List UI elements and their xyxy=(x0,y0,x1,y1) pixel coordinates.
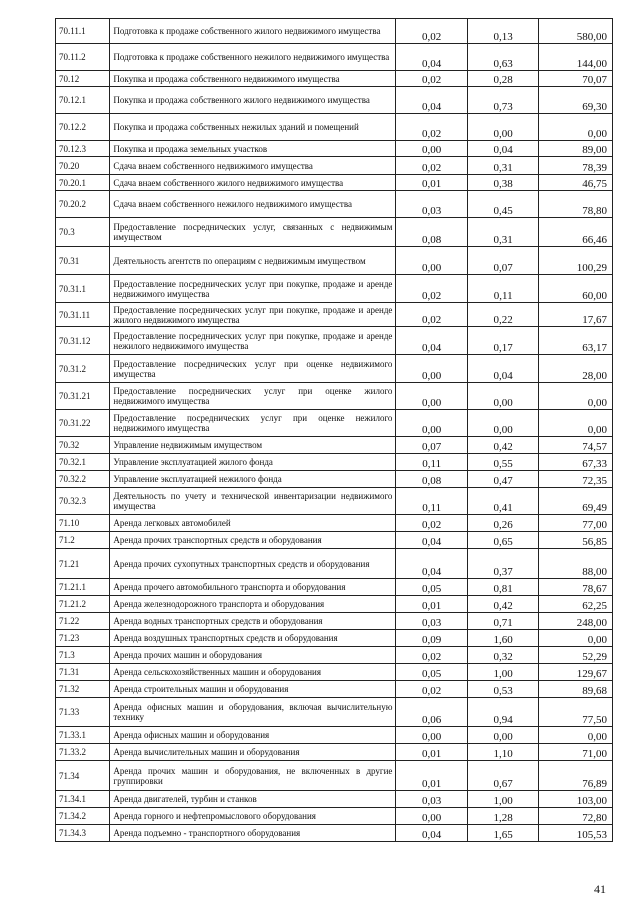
value-cell-1: 0,04 xyxy=(396,532,468,549)
value-cell-3: 71,00 xyxy=(539,744,613,761)
table-row xyxy=(56,471,613,488)
value-cell-2: 0,04 xyxy=(467,355,539,383)
value-cell-2: 0,42 xyxy=(467,437,539,454)
table-row xyxy=(56,532,613,549)
code-cell: 70.20 xyxy=(56,157,110,175)
code-cell: 71.21 xyxy=(56,549,110,579)
name-cell: Аренда прочих сухопутных транспортных средств и оборудования xyxy=(110,549,396,579)
value-cell-1: 0,11 xyxy=(396,454,468,471)
value-cell-2: 0,71 xyxy=(467,613,539,630)
table-row xyxy=(56,681,613,698)
code-cell: 70.11.1 xyxy=(56,19,110,44)
name-cell: Сдача внаем собственного жилого недвижимого имущества xyxy=(110,175,396,191)
value-cell-3: 580,00 xyxy=(539,19,613,44)
name-cell: Покупка и продажа собственного жилого недвижимого имущества xyxy=(110,87,396,114)
value-cell-1: 0,00 xyxy=(396,808,468,825)
name-cell: Управление эксплуатацией жилого фонда xyxy=(110,454,396,471)
code-cell: 70.32.2 xyxy=(56,471,110,488)
name-cell: Покупка и продажа собственных нежилых зданий и помещений xyxy=(110,114,396,141)
value-cell-1: 0,04 xyxy=(396,44,468,71)
value-cell-3: 0,00 xyxy=(539,630,613,647)
value-cell-2: 1,00 xyxy=(467,664,539,681)
value-cell-3: 70,07 xyxy=(539,71,613,87)
code-cell: 70.31.11 xyxy=(56,303,110,327)
value-cell-1: 0,11 xyxy=(396,488,468,515)
name-cell: Покупка и продажа собственного недвижимого имущества xyxy=(110,71,396,87)
value-cell-3: 78,67 xyxy=(539,579,613,596)
table-row xyxy=(56,488,613,515)
value-cell-1: 0,00 xyxy=(396,355,468,383)
name-cell: Предоставление посреднических услуг, связанных с недвижимым имуществом xyxy=(110,218,396,247)
value-cell-2: 0,26 xyxy=(467,515,539,532)
value-cell-2: 0,32 xyxy=(467,647,539,664)
value-cell-3: 76,89 xyxy=(539,761,613,791)
table-row xyxy=(56,454,613,471)
name-cell: Аренда горного и нефтепромыслового оборудования xyxy=(110,808,396,825)
table-row xyxy=(56,647,613,664)
value-cell-3: 63,17 xyxy=(539,327,613,355)
table-row xyxy=(56,579,613,596)
code-cell: 71.10 xyxy=(56,515,110,532)
name-cell: Аренда офисных машин и оборудования xyxy=(110,727,396,744)
value-cell-1: 0,03 xyxy=(396,613,468,630)
value-cell-3: 88,00 xyxy=(539,549,613,579)
value-cell-2: 0,31 xyxy=(467,218,539,247)
value-cell-2: 1,28 xyxy=(467,808,539,825)
value-cell-2: 0,04 xyxy=(467,141,539,157)
code-cell: 71.33.2 xyxy=(56,744,110,761)
value-cell-3: 129,67 xyxy=(539,664,613,681)
code-cell: 70.31 xyxy=(56,247,110,275)
code-cell: 71.3 xyxy=(56,647,110,664)
value-cell-2: 0,31 xyxy=(467,157,539,175)
code-cell: 70.20.2 xyxy=(56,191,110,218)
code-cell: 71.34.1 xyxy=(56,791,110,808)
value-cell-2: 0,00 xyxy=(467,383,539,410)
value-cell-2: 0,41 xyxy=(467,488,539,515)
name-cell: Аренда воздушных транспортных средств и оборудования xyxy=(110,630,396,647)
name-cell: Покупка и продажа земельных участков xyxy=(110,141,396,157)
code-cell: 71.23 xyxy=(56,630,110,647)
name-cell: Сдача внаем собственного недвижимого имущества xyxy=(110,157,396,175)
table-row xyxy=(56,275,613,303)
code-cell: 71.33 xyxy=(56,698,110,727)
value-cell-3: 62,25 xyxy=(539,596,613,613)
table-row xyxy=(56,303,613,327)
name-cell: Предоставление посреднических услуг при оценке жилого недвижимого имущества xyxy=(110,383,396,410)
value-cell-2: 0,11 xyxy=(467,275,539,303)
code-cell: 71.34 xyxy=(56,761,110,791)
value-cell-2: 0,65 xyxy=(467,532,539,549)
value-cell-1: 0,01 xyxy=(396,596,468,613)
name-cell: Подготовка к продаже собственного жилого недвижимого имущества xyxy=(110,19,396,44)
value-cell-3: 89,00 xyxy=(539,141,613,157)
table-row xyxy=(56,698,613,727)
code-cell: 71.21.1 xyxy=(56,579,110,596)
code-cell: 70.12.3 xyxy=(56,141,110,157)
value-cell-3: 67,33 xyxy=(539,454,613,471)
table-row xyxy=(56,175,613,191)
table-row xyxy=(56,410,613,437)
value-cell-3: 28,00 xyxy=(539,355,613,383)
name-cell: Предоставление посреднических услуг при покупке, продаже и аренде недвижимого имущества xyxy=(110,275,396,303)
value-cell-3: 0,00 xyxy=(539,383,613,410)
value-cell-2: 0,67 xyxy=(467,761,539,791)
page-number: 41 xyxy=(594,882,606,896)
table-row xyxy=(56,71,613,87)
value-cell-3: 66,46 xyxy=(539,218,613,247)
value-cell-2: 0,47 xyxy=(467,471,539,488)
name-cell: Деятельность агентств по операциям с недвижимым имуществом xyxy=(110,247,396,275)
table-row xyxy=(56,157,613,175)
code-cell: 70.31.12 xyxy=(56,327,110,355)
name-cell: Предоставление посреднических услуг при оценке недвижимого имущества xyxy=(110,355,396,383)
name-cell: Аренда легковых автомобилей xyxy=(110,515,396,532)
value-cell-3: 74,57 xyxy=(539,437,613,454)
name-cell: Сдача внаем собственного нежилого недвижимого имущества xyxy=(110,191,396,218)
name-cell: Предоставление посреднических услуг при покупке, продаже и аренде жилого недвижимого имущества xyxy=(110,303,396,327)
value-cell-2: 0,00 xyxy=(467,114,539,141)
value-cell-3: 78,80 xyxy=(539,191,613,218)
code-cell: 70.12.2 xyxy=(56,114,110,141)
value-cell-1: 0,02 xyxy=(396,114,468,141)
value-cell-3: 52,29 xyxy=(539,647,613,664)
value-cell-3: 0,00 xyxy=(539,727,613,744)
code-cell: 71.33.1 xyxy=(56,727,110,744)
value-cell-3: 72,35 xyxy=(539,471,613,488)
table-row xyxy=(56,664,613,681)
value-cell-2: 0,13 xyxy=(467,19,539,44)
value-cell-3: 0,00 xyxy=(539,410,613,437)
value-cell-1: 0,07 xyxy=(396,437,468,454)
value-cell-3: 105,53 xyxy=(539,825,613,842)
code-cell: 70.31.2 xyxy=(56,355,110,383)
value-cell-1: 0,02 xyxy=(396,157,468,175)
value-cell-2: 0,17 xyxy=(467,327,539,355)
value-cell-1: 0,00 xyxy=(396,383,468,410)
code-cell: 70.32.1 xyxy=(56,454,110,471)
value-cell-3: 69,49 xyxy=(539,488,613,515)
value-cell-3: 0,00 xyxy=(539,114,613,141)
value-cell-1: 0,03 xyxy=(396,191,468,218)
table-row xyxy=(56,549,613,579)
value-cell-2: 0,45 xyxy=(467,191,539,218)
value-cell-2: 0,94 xyxy=(467,698,539,727)
value-cell-1: 0,06 xyxy=(396,698,468,727)
code-cell: 71.34.2 xyxy=(56,808,110,825)
value-cell-1: 0,04 xyxy=(396,549,468,579)
value-cell-2: 0,53 xyxy=(467,681,539,698)
value-cell-3: 72,80 xyxy=(539,808,613,825)
table-row xyxy=(56,515,613,532)
value-cell-1: 0,00 xyxy=(396,247,468,275)
name-cell: Аренда водных транспортных средств и оборудования xyxy=(110,613,396,630)
name-cell: Аренда подъемно - транспортного оборудования xyxy=(110,825,396,842)
name-cell: Предоставление посреднических услуг при оценке нежилого недвижимого имущества xyxy=(110,410,396,437)
name-cell: Управление эксплуатацией нежилого фонда xyxy=(110,471,396,488)
name-cell: Аренда офисных машин и оборудования, включая вычислительную технику xyxy=(110,698,396,727)
code-cell: 71.22 xyxy=(56,613,110,630)
value-cell-3: 60,00 xyxy=(539,275,613,303)
data-table xyxy=(55,18,613,842)
value-cell-1: 0,00 xyxy=(396,410,468,437)
value-cell-1: 0,01 xyxy=(396,175,468,191)
code-cell: 70.20.1 xyxy=(56,175,110,191)
value-cell-3: 89,68 xyxy=(539,681,613,698)
name-cell: Предоставление посреднических услуг при покупке, продаже и аренде нежилого недвижимого имущества xyxy=(110,327,396,355)
value-cell-3: 46,75 xyxy=(539,175,613,191)
table-row xyxy=(56,613,613,630)
value-cell-3: 78,39 xyxy=(539,157,613,175)
value-cell-1: 0,04 xyxy=(396,825,468,842)
code-cell: 70.11.2 xyxy=(56,44,110,71)
code-cell: 71.31 xyxy=(56,664,110,681)
value-cell-3: 100,29 xyxy=(539,247,613,275)
table-row xyxy=(56,761,613,791)
value-cell-2: 0,63 xyxy=(467,44,539,71)
table-row xyxy=(56,727,613,744)
table-row xyxy=(56,437,613,454)
value-cell-3: 69,30 xyxy=(539,87,613,114)
value-cell-1: 0,03 xyxy=(396,791,468,808)
value-cell-1: 0,02 xyxy=(396,681,468,698)
table-row xyxy=(56,383,613,410)
value-cell-3: 77,00 xyxy=(539,515,613,532)
table-row xyxy=(56,141,613,157)
table-row xyxy=(56,791,613,808)
value-cell-1: 0,05 xyxy=(396,579,468,596)
table-row xyxy=(56,825,613,842)
value-cell-3: 144,00 xyxy=(539,44,613,71)
table-row xyxy=(56,19,613,44)
table-body xyxy=(56,19,613,842)
code-cell: 70.32 xyxy=(56,437,110,454)
name-cell: Аренда прочих транспортных средств и оборудования xyxy=(110,532,396,549)
code-cell: 70.3 xyxy=(56,218,110,247)
value-cell-1: 0,02 xyxy=(396,303,468,327)
value-cell-2: 0,73 xyxy=(467,87,539,114)
table-row xyxy=(56,218,613,247)
value-cell-2: 1,65 xyxy=(467,825,539,842)
value-cell-2: 1,00 xyxy=(467,791,539,808)
value-cell-1: 0,00 xyxy=(396,141,468,157)
value-cell-2: 1,60 xyxy=(467,630,539,647)
table-row xyxy=(56,744,613,761)
value-cell-1: 0,02 xyxy=(396,647,468,664)
table-row xyxy=(56,247,613,275)
value-cell-1: 0,08 xyxy=(396,218,468,247)
value-cell-2: 0,55 xyxy=(467,454,539,471)
name-cell: Аренда сельскохозяйственных машин и оборудования xyxy=(110,664,396,681)
code-cell: 71.2 xyxy=(56,532,110,549)
value-cell-2: 0,81 xyxy=(467,579,539,596)
table-row xyxy=(56,44,613,71)
table-row xyxy=(56,808,613,825)
value-cell-1: 0,02 xyxy=(396,275,468,303)
value-cell-3: 77,50 xyxy=(539,698,613,727)
table-row xyxy=(56,355,613,383)
value-cell-2: 1,10 xyxy=(467,744,539,761)
code-cell: 71.34.3 xyxy=(56,825,110,842)
value-cell-2: 0,42 xyxy=(467,596,539,613)
table-row xyxy=(56,114,613,141)
code-cell: 70.31.1 xyxy=(56,275,110,303)
value-cell-2: 0,38 xyxy=(467,175,539,191)
value-cell-1: 0,02 xyxy=(396,515,468,532)
code-cell: 70.12 xyxy=(56,71,110,87)
value-cell-1: 0,00 xyxy=(396,727,468,744)
value-cell-2: 0,37 xyxy=(467,549,539,579)
code-cell: 70.31.22 xyxy=(56,410,110,437)
name-cell: Аренда железнодорожного транспорта и оборудования xyxy=(110,596,396,613)
value-cell-1: 0,02 xyxy=(396,19,468,44)
name-cell: Аренда строительных машин и оборудования xyxy=(110,681,396,698)
table-row xyxy=(56,630,613,647)
value-cell-1: 0,04 xyxy=(396,87,468,114)
value-cell-1: 0,04 xyxy=(396,327,468,355)
name-cell: Аренда прочих машин и оборудования, не включенных в другие группировки xyxy=(110,761,396,791)
value-cell-2: 0,22 xyxy=(467,303,539,327)
value-cell-1: 0,01 xyxy=(396,761,468,791)
value-cell-2: 0,00 xyxy=(467,410,539,437)
code-cell: 70.31.21 xyxy=(56,383,110,410)
value-cell-1: 0,02 xyxy=(396,71,468,87)
value-cell-3: 17,67 xyxy=(539,303,613,327)
name-cell: Аренда двигателей, турбин и станков xyxy=(110,791,396,808)
value-cell-1: 0,01 xyxy=(396,744,468,761)
code-cell: 71.21.2 xyxy=(56,596,110,613)
value-cell-2: 0,00 xyxy=(467,727,539,744)
table-row xyxy=(56,87,613,114)
value-cell-1: 0,08 xyxy=(396,471,468,488)
name-cell: Деятельность по учету и технической инвентаризации недвижимого имущества xyxy=(110,488,396,515)
name-cell: Аренда вычислительных машин и оборудования xyxy=(110,744,396,761)
value-cell-3: 248,00 xyxy=(539,613,613,630)
name-cell: Подготовка к продаже собственного нежилого недвижимого имущества xyxy=(110,44,396,71)
value-cell-3: 56,85 xyxy=(539,532,613,549)
value-cell-1: 0,09 xyxy=(396,630,468,647)
code-cell: 70.12.1 xyxy=(56,87,110,114)
name-cell: Аренда прочих машин и оборудования xyxy=(110,647,396,664)
value-cell-2: 0,07 xyxy=(467,247,539,275)
code-cell: 71.32 xyxy=(56,681,110,698)
value-cell-2: 0,28 xyxy=(467,71,539,87)
table-row xyxy=(56,327,613,355)
value-cell-1: 0,05 xyxy=(396,664,468,681)
name-cell: Аренда прочего автомобильного транспорта и оборудования xyxy=(110,579,396,596)
value-cell-3: 103,00 xyxy=(539,791,613,808)
table-row xyxy=(56,191,613,218)
table-row xyxy=(56,596,613,613)
name-cell: Управление недвижимым имуществом xyxy=(110,437,396,454)
code-cell: 70.32.3 xyxy=(56,488,110,515)
